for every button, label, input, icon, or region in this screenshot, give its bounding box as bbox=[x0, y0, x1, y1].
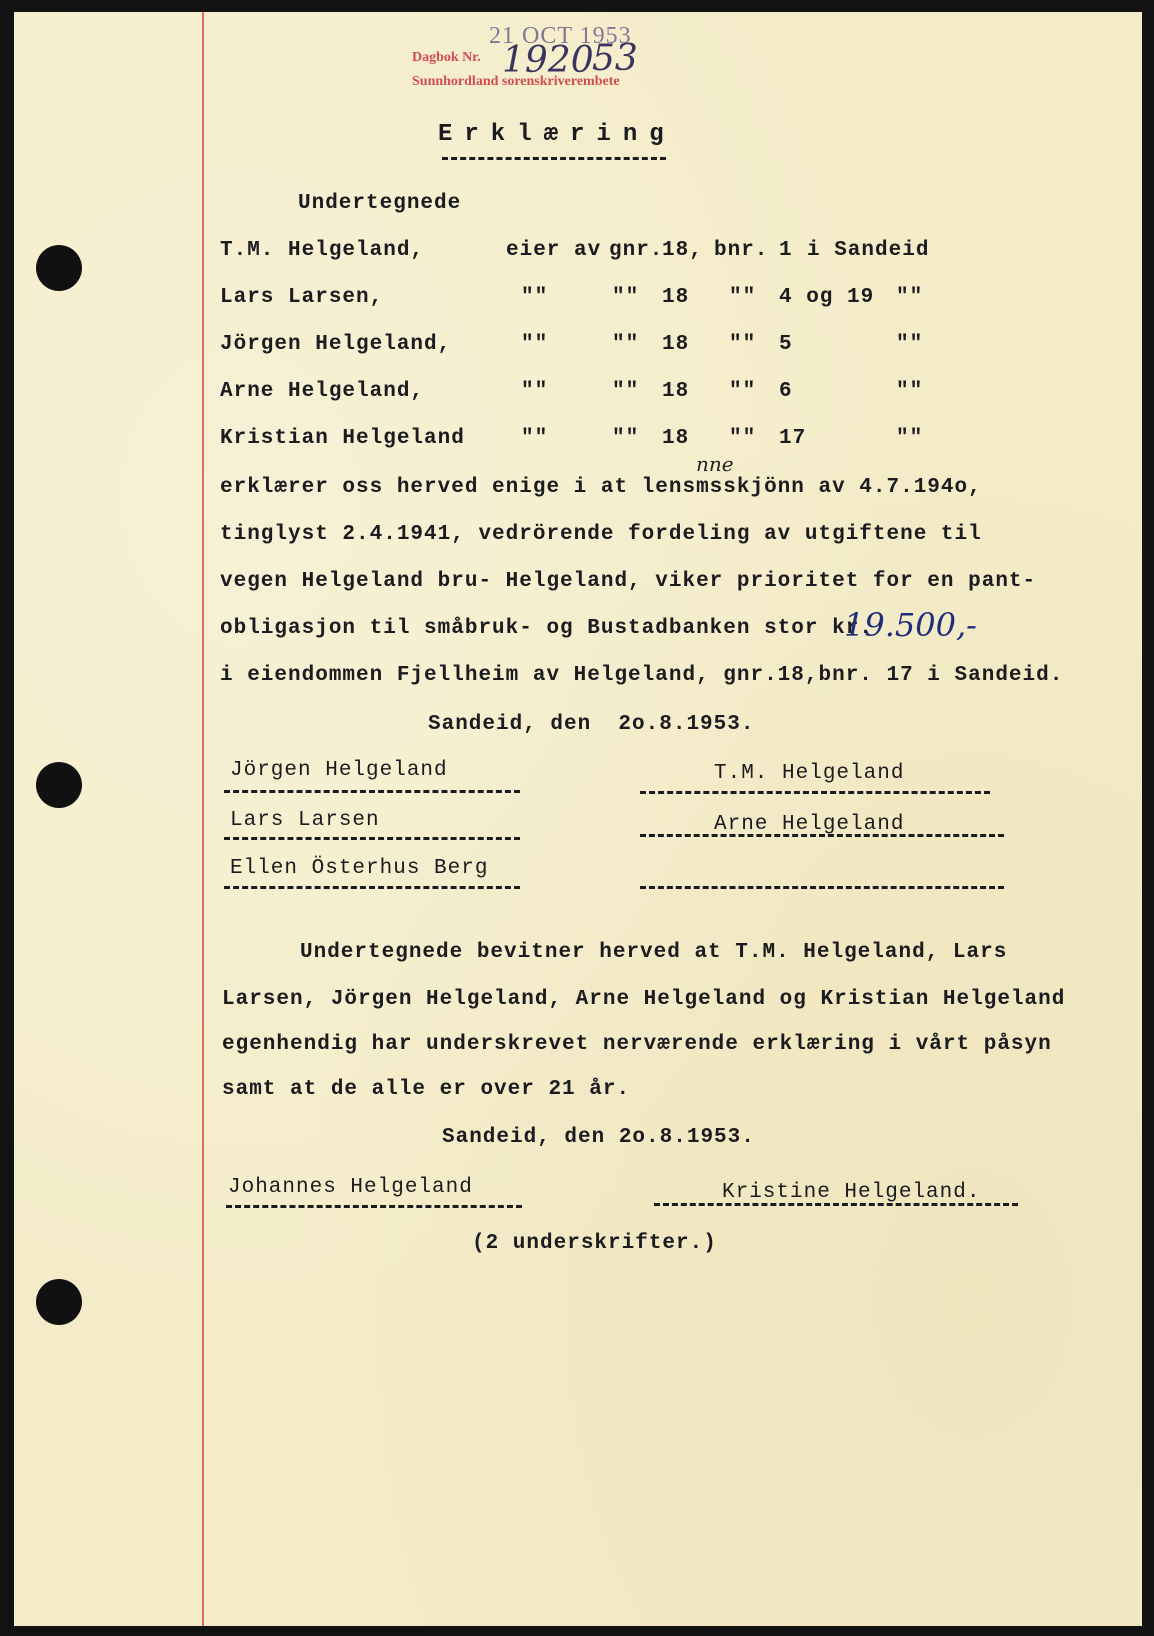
signature-line bbox=[654, 1203, 1018, 1206]
signature-line bbox=[224, 837, 520, 840]
signature-left: Jörgen Helgeland bbox=[230, 759, 448, 782]
owner-gnr: 18 bbox=[662, 333, 690, 356]
owner-name: Jörgen Helgeland, bbox=[220, 333, 452, 356]
signature-right: T.M. Helgeland bbox=[714, 762, 905, 785]
owner-place: "" bbox=[896, 333, 924, 356]
owner-col2: "" bbox=[612, 427, 640, 450]
signature-line bbox=[224, 790, 520, 793]
owner-gnr: 18, bbox=[662, 239, 703, 262]
owner-place: "" bbox=[896, 380, 924, 403]
owner-col1: "" bbox=[521, 333, 549, 356]
margin-rule bbox=[202, 12, 204, 1626]
place-date: Sandeid, den 2o.8.1953. bbox=[428, 713, 755, 736]
owner-place: i Sandeid bbox=[807, 239, 930, 262]
owner-col4: "" bbox=[729, 380, 757, 403]
signature-right: Arne Helgeland bbox=[714, 813, 905, 836]
owner-name: Arne Helgeland, bbox=[220, 380, 425, 403]
owner-col1: "" bbox=[521, 427, 549, 450]
owner-col1: eier av bbox=[506, 239, 602, 262]
owner-gnr: 18 bbox=[662, 380, 690, 403]
document-page bbox=[14, 12, 1142, 1626]
owner-bnr: 1 bbox=[779, 239, 793, 262]
body-line: i eiendommen Fjellheim av Helgeland, gnr.18,bnr. 17 i Sandeid. bbox=[220, 664, 1064, 687]
owner-name: Kristian Helgeland bbox=[220, 427, 465, 450]
owner-col4: bnr. bbox=[714, 239, 769, 262]
owner-col2: "" bbox=[612, 333, 640, 356]
signature-left: Lars Larsen bbox=[230, 809, 380, 832]
title-underline bbox=[442, 157, 666, 160]
owner-col1: "" bbox=[521, 380, 549, 403]
owner-bnr: 6 bbox=[779, 380, 793, 403]
body-line: tinglyst 2.4.1941, vedrörende fordeling av utgiftene til bbox=[220, 523, 982, 546]
signature-line bbox=[640, 886, 1004, 889]
document-title: Erklæring bbox=[438, 121, 676, 148]
owner-col4: "" bbox=[729, 427, 757, 450]
owner-name: T.M. Helgeland, bbox=[220, 239, 425, 262]
witness-line: Larsen, Jörgen Helgeland, Arne Helgeland og Kristian Helgeland bbox=[222, 988, 1066, 1011]
owner-col2: "" bbox=[612, 286, 640, 309]
body-line: erklærer oss herved enige i at lensmsskjönn av 4.7.194o, bbox=[220, 476, 982, 499]
stamp-line1: Dagbok Nr. bbox=[412, 50, 481, 65]
signature-left: Ellen Österhus Berg bbox=[230, 857, 489, 880]
owner-place: "" bbox=[896, 427, 924, 450]
handwritten-amount: 19.500,- bbox=[844, 606, 977, 644]
stamp-year: 53 bbox=[592, 38, 638, 79]
handwritten-correction: nne bbox=[696, 452, 734, 476]
witness-signature-right: Kristine Helgeland. bbox=[722, 1181, 981, 1204]
owner-bnr: 17 bbox=[779, 427, 807, 450]
owner-name: Lars Larsen, bbox=[220, 286, 384, 309]
intro-text: Undertegnede bbox=[298, 192, 462, 215]
stamp-number: 1920 bbox=[502, 40, 594, 81]
witness-line: egenhendig har underskrevet nerværende erklæring i vårt påsyn bbox=[222, 1033, 1052, 1056]
owner-col4: "" bbox=[729, 286, 757, 309]
punch-hole bbox=[36, 762, 82, 808]
owner-bnr: 4 og 19 bbox=[779, 286, 875, 309]
witness-line: samt at de alle er over 21 år. bbox=[222, 1078, 631, 1101]
owner-col1: "" bbox=[521, 286, 549, 309]
footer-note: (2 underskrifter.) bbox=[472, 1232, 717, 1255]
owner-gnr: 18 bbox=[662, 286, 690, 309]
body-line: obligasjon til småbruk- og Bustadbanken stor kr. bbox=[220, 617, 873, 640]
signature-line bbox=[640, 834, 1004, 837]
owner-col2: "" bbox=[612, 380, 640, 403]
owner-bnr: 5 bbox=[779, 333, 793, 356]
stamp-line2: Sunnhordland sorenskriverembete bbox=[412, 74, 620, 89]
signature-line bbox=[640, 791, 990, 794]
witness-signature-left: Johannes Helgeland bbox=[228, 1176, 473, 1199]
stamp-date: 21 OCT 1953 bbox=[489, 23, 632, 49]
owner-place: "" bbox=[896, 286, 924, 309]
witness-line: Undertegnede bevitner herved at T.M. Helgeland, Lars bbox=[300, 941, 1008, 964]
punch-hole bbox=[36, 1279, 82, 1325]
signature-line bbox=[226, 1205, 522, 1208]
body-line: vegen Helgeland bru- Helgeland, viker prioritet for en pant- bbox=[220, 570, 1037, 593]
signature-line bbox=[224, 886, 520, 889]
owner-col2: gnr. bbox=[609, 239, 664, 262]
owner-gnr: 18 bbox=[662, 427, 690, 450]
punch-hole bbox=[36, 245, 82, 291]
owner-col4: "" bbox=[729, 333, 757, 356]
place-date-witness: Sandeid, den 2o.8.1953. bbox=[442, 1126, 755, 1149]
